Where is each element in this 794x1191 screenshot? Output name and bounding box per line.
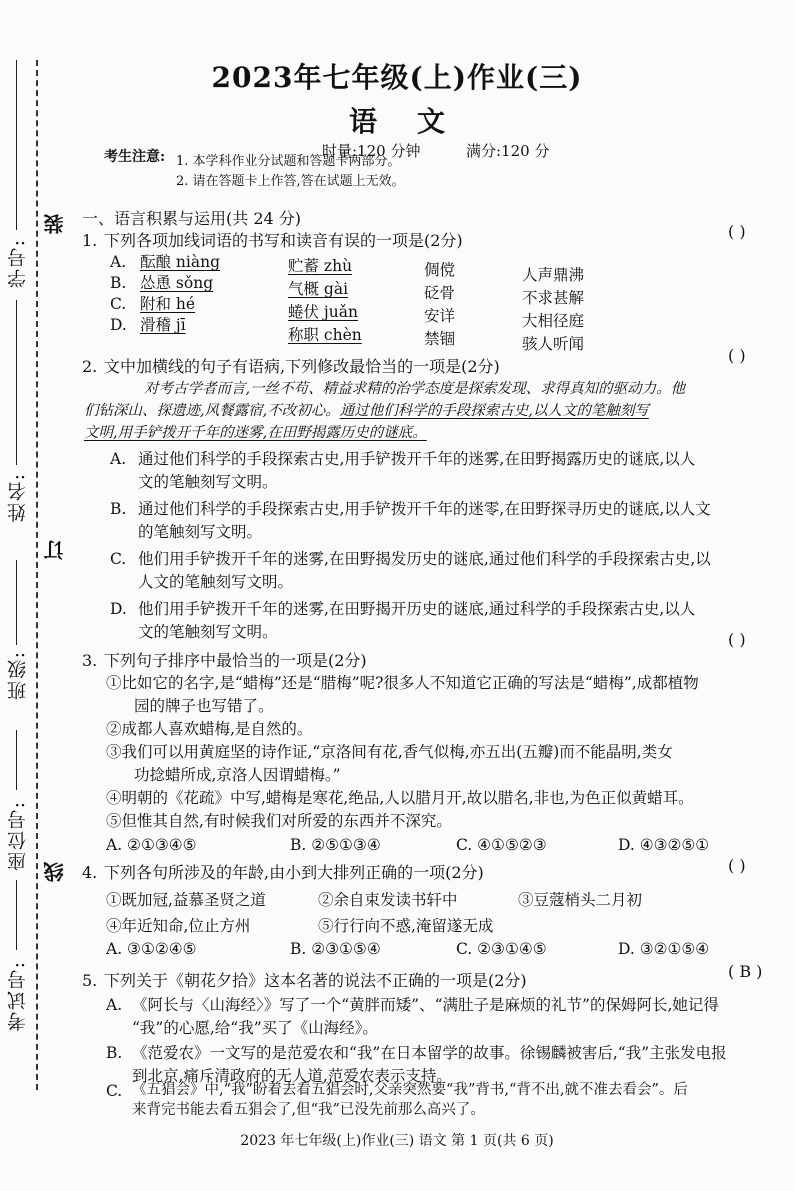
student-id-label: 学号: (7, 238, 29, 289)
q4-item: ①既加冠,益慕圣贤之道 (106, 891, 266, 909)
question-3-stem (82, 650, 367, 672)
answer-paren: ( ) (728, 222, 746, 241)
answer-paren-handwritten: ( B ) (728, 962, 763, 981)
sentence: ④明朝的《花疏》中写,蜡梅是寒花,绝品,人以腊月开,故以腊名,非也,为色正似黄蜡耳。 (106, 789, 694, 807)
seat-label: 座位号: (7, 800, 29, 872)
class-label: 班级: (7, 650, 29, 701)
q1-word: 倜傥 (424, 261, 456, 279)
q4-option: A. ③①②④⑤ (106, 940, 197, 958)
q2-option-letter: C. (110, 550, 127, 568)
bind-char-xian: 线 (40, 862, 69, 882)
q4-option: B. ②③①⑤④ (290, 940, 381, 958)
name-rule (16, 300, 17, 465)
sentence: ③我们可以用黄庭坚的诗作证,“京洛间有花,香气似梅,亦五出(五瓣)而不能晶明,类女 (106, 743, 673, 761)
question-text: 下列各项加线词语的书写和读音有误的一项是(2分) (104, 231, 463, 250)
question-number: 2. (82, 357, 98, 376)
q3-option: C. ④①⑤②③ (456, 836, 547, 854)
question-1-stem (82, 230, 463, 252)
q1-word: 禁锢 (424, 330, 456, 348)
time-limit: 时量:120 分钟 (322, 142, 421, 160)
q1-word: 大相径庭 (522, 312, 585, 330)
q1-word: 人声鼎沸 (522, 266, 585, 284)
q2-option-b (138, 498, 768, 544)
passage-line (84, 400, 770, 422)
q1-word: 骇人听闻 (522, 335, 585, 353)
option-text: 通过他们科学的手段探索古史,用手铲拨开千年的迷零,在田野探寻历史的谜底,以人文 (138, 500, 711, 518)
q2-option-a (138, 448, 768, 494)
exam-no-rule (16, 880, 17, 950)
q1-word: 安详 (424, 307, 456, 325)
option-text: “我”的心愿,给“我”买了《山海经》。 (132, 1019, 378, 1037)
q1-word: 蜷伏 juǎn (288, 303, 358, 321)
passage-underlined-line: 文明,用手铲拨开千年的迷雾,在田野揭露历史的谜底。 (84, 425, 427, 441)
q1-option-letter: B. (110, 274, 127, 292)
q1-word: 不求甚解 (522, 289, 585, 307)
q5-option-a (132, 994, 772, 1040)
option-text: 文的笔触刻写文明。 (138, 623, 278, 641)
question-text: 下列关于《朝花夕拾》这本名著的说法不正确的一项是(2分) (104, 971, 527, 990)
q1-word: 称职 chèn (288, 326, 362, 344)
q1-word: 滑稽 jī (140, 316, 186, 334)
question-5-stem (82, 970, 527, 992)
question-number: 1. (82, 231, 98, 250)
binding-dashed-line (36, 60, 38, 1090)
question-text: 下列句子排序中最恰当的一项是(2分) (104, 651, 367, 670)
q3-sentences (106, 672, 772, 833)
option-text: 《阿长与〈山海经〉》写了一个“黄胖而矮”、“满肚子是麻烦的礼节”的保姆阿长,她记得 (132, 996, 719, 1014)
option-text: 人文的笔触刻写文明。 (138, 573, 294, 591)
notice-label: 考生注意: (104, 149, 166, 165)
q1-word: 酝酿 niàng (140, 253, 221, 271)
class-rule (16, 560, 17, 645)
question-number: 5. (82, 971, 98, 990)
q4-item: ②余自束发读书轩中 (318, 891, 458, 909)
question-text: 文中加横线的句子有语病,下列修改最恰当的一项是(2分) (104, 357, 500, 376)
sentence: ⑤但惟其自然,有时候我们对所爱的东西并不深究。 (106, 812, 452, 830)
answer-paren: ( ) (728, 856, 746, 875)
question-2-stem (82, 356, 500, 378)
question-number: 4. (82, 863, 98, 882)
question-number: 3. (82, 651, 98, 670)
q5-option-letter: A. (106, 996, 123, 1014)
page-title: 2023年七年级(上)作业(三) (211, 61, 583, 94)
option-text: 《五猖会》中,“我”盼着去看五猖会时,父亲突然要“我”背书,“背不出,就不准去看会”。后 (132, 1082, 688, 1098)
notice-line-2: 2. 请在答题卡上作答,答在试题上无效。 (176, 174, 405, 189)
option-text: 来背完书能去看五猖会了,但“我”已没先前那么高兴了。 (132, 1102, 485, 1118)
option-text: 到北京,痛斥清政府的无人道,范爱农表示支持。 (132, 1067, 452, 1085)
sentence: 园的牌子也写错了。 (134, 697, 274, 715)
seat-rule (16, 730, 17, 790)
name-label: 姓名: (7, 472, 29, 523)
q1-option-letter: C. (110, 295, 127, 313)
passage-line: 对考古学者而言,一丝不苟、精益求精的治学态度是探索发现、求得真知的驱动力。他 (144, 381, 686, 397)
passage-underlined: 通过他们科学的手段探索古史,以人文的笔触刻写 (339, 403, 649, 419)
q1-option-letter: D. (110, 316, 127, 334)
exam-no-label: 考试号: (7, 960, 29, 1032)
q5-option-letter: B. (106, 1044, 123, 1062)
q1-word: 贮蓄 zhù (288, 257, 353, 275)
bind-char-zhuang: 装 (40, 214, 69, 234)
question-text: 下列各句所涉及的年龄,由小到大排列正确的一项(2分) (104, 863, 484, 882)
subject-title: 语文 (348, 105, 485, 138)
q1-word: 附和 hé (140, 295, 196, 313)
q3-option: A. ②①③④⑤ (106, 836, 197, 854)
q3-option: D. ④③②⑤① (618, 836, 710, 854)
q4-item: ⑤行行向不惑,淹留遂无成 (318, 917, 494, 935)
q2-option-letter: A. (110, 450, 127, 468)
answer-paren: ( ) (728, 630, 746, 649)
q5-option-c (132, 1080, 772, 1120)
sentence: ②成都人喜欢蜡梅,是自然的。 (106, 720, 313, 738)
sentence: 功捻蜡所成,京洛人因谓蜡梅。” (134, 766, 341, 784)
q1-option-letter: A. (110, 253, 127, 271)
option-text: 文的笔触刻写文明。 (138, 473, 278, 491)
option-text: 他们用手铲拨开千年的迷雾,在田野揭发历史的谜底,通过他们科学的手段探索古史,以 (138, 550, 711, 568)
q4-item: ④年近知命,位止方州 (106, 917, 251, 935)
option-text: 《范爱农》一文写的是范爱农和“我”在日本留学的故事。徐锡麟被害后,“我”主张发电报 (132, 1044, 727, 1062)
q2-option-d (138, 598, 768, 644)
section-heading: 一、语言积累与运用(共 24 分) (82, 209, 302, 228)
notice-line-1: 1. 本学科作业分试题和答题卡两部分。 (176, 154, 401, 169)
q4-option: C. ②③①④⑤ (456, 940, 547, 958)
q2-option-c (138, 548, 768, 594)
passage-text: 们钻深山、探遗迹,风餐露宿,不改初心。 (84, 403, 340, 419)
q2-option-letter: B. (110, 500, 127, 518)
full-score: 满分:120 分 (466, 142, 550, 160)
option-text: 通过他们科学的手段探索古史,用手铲拨开千年的迷雾,在田野揭露历史的谜底,以人 (138, 450, 696, 468)
page-footer: 2023 年七年级(上)作业(三) 语文 第 1 页(共 6 页) (240, 1133, 554, 1149)
q2-option-letter: D. (110, 600, 127, 618)
answer-paren: ( ) (728, 346, 746, 365)
option-text: 他们用手铲拨开千年的迷雾,在田野揭开历史的谜底,通过科学的手段探索古史,以人 (138, 600, 696, 618)
q1-word: 气概 gài (288, 280, 349, 298)
sentence: ①比如它的名字,是“蜡梅”还是“腊梅”呢?很多人不知道它正确的写法是“蜡梅”,成都植物 (106, 674, 699, 692)
bind-char-ding: 订 (40, 540, 69, 560)
q3-option: B. ②⑤①③④ (290, 836, 381, 854)
question-4-stem (82, 862, 484, 884)
q4-option: D. ③②①⑤④ (618, 940, 710, 958)
q5-option-letter: C. (106, 1082, 123, 1100)
q1-word: 砭骨 (424, 284, 456, 302)
option-text: 的笔触刻写文明。 (138, 523, 263, 541)
q4-item: ③豆蔻梢头二月初 (518, 891, 643, 909)
q1-word: 怂恿 sǒng (140, 274, 214, 292)
